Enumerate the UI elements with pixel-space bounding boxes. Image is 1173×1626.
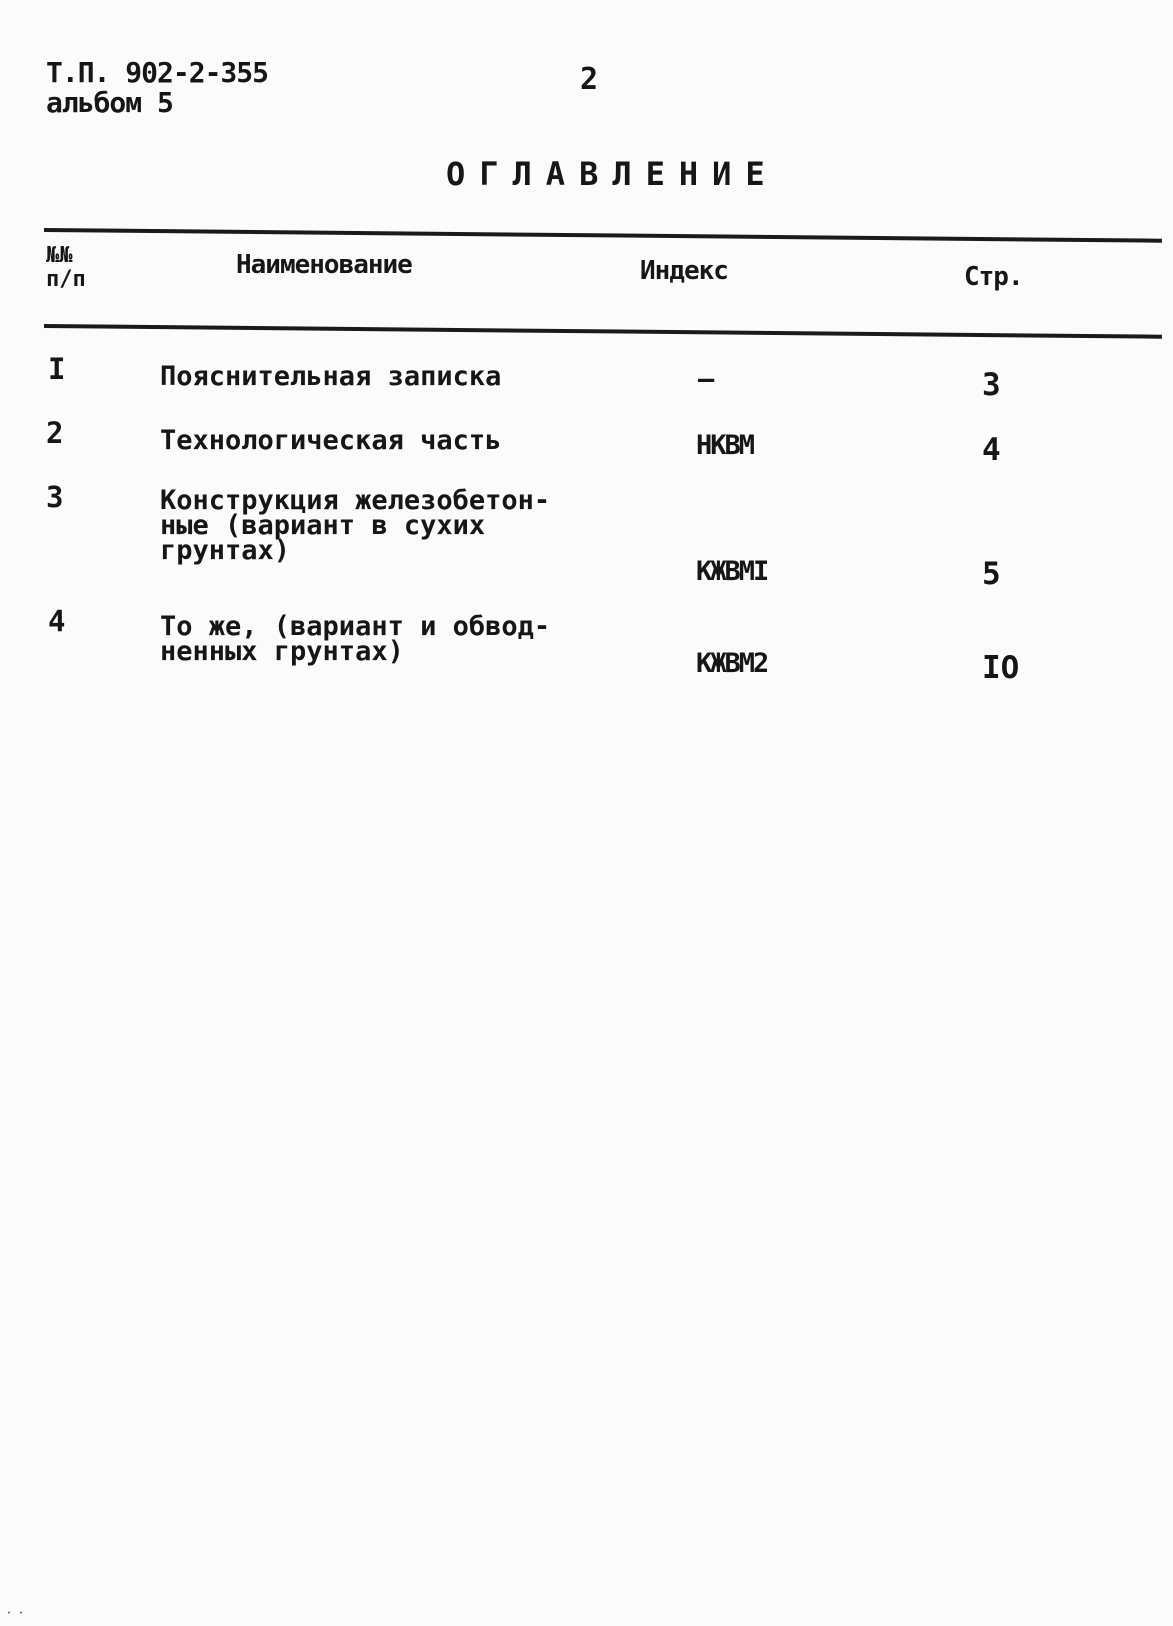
row-name-line: Пояснительная записка — [160, 361, 502, 392]
row-index: НКВМ — [696, 430, 754, 461]
scan-specks: · · — [6, 1608, 25, 1619]
row-number: 3 — [46, 480, 64, 514]
row-index: КЖВМ2 — [696, 648, 768, 679]
album-label: альбом 5 — [46, 86, 173, 119]
row-page: 5 — [982, 556, 1001, 592]
row-name-line: Конструкция железобетон- — [160, 485, 551, 516]
column-header-index: Индекс — [640, 256, 728, 286]
row-number: I — [48, 352, 66, 386]
row-name-line: То же, (вариант и обвод- — [160, 611, 551, 642]
page-number: 2 — [580, 62, 599, 97]
table-top-rule — [44, 228, 1162, 243]
row-name-line: ненных грунтах) — [160, 636, 404, 667]
column-header-number — [46, 244, 86, 292]
page-title: ОГЛАВЛЕНИЕ — [446, 155, 779, 193]
column-header-number-line1: №№ — [46, 243, 73, 268]
row-index: – — [698, 364, 713, 395]
table-header-rule — [44, 324, 1162, 339]
row-page: 4 — [982, 432, 1001, 468]
row-page: IO — [982, 650, 1020, 686]
row-number: 2 — [46, 416, 64, 450]
row-name-line: Технологическая часть — [160, 425, 502, 456]
row-page: 3 — [982, 367, 1001, 403]
column-header-page: Стр. — [964, 262, 1023, 292]
column-header-number-line2: п/п — [46, 267, 86, 292]
row-number: 4 — [48, 604, 66, 638]
row-index: КЖВМI — [696, 556, 768, 587]
row-name-line: грунтах) — [160, 535, 291, 566]
project-code: Т.П. 902-2-355 — [46, 56, 269, 89]
row-name-line: ные (вариант в сухих — [160, 510, 486, 541]
column-header-name: Наименование — [236, 250, 412, 280]
